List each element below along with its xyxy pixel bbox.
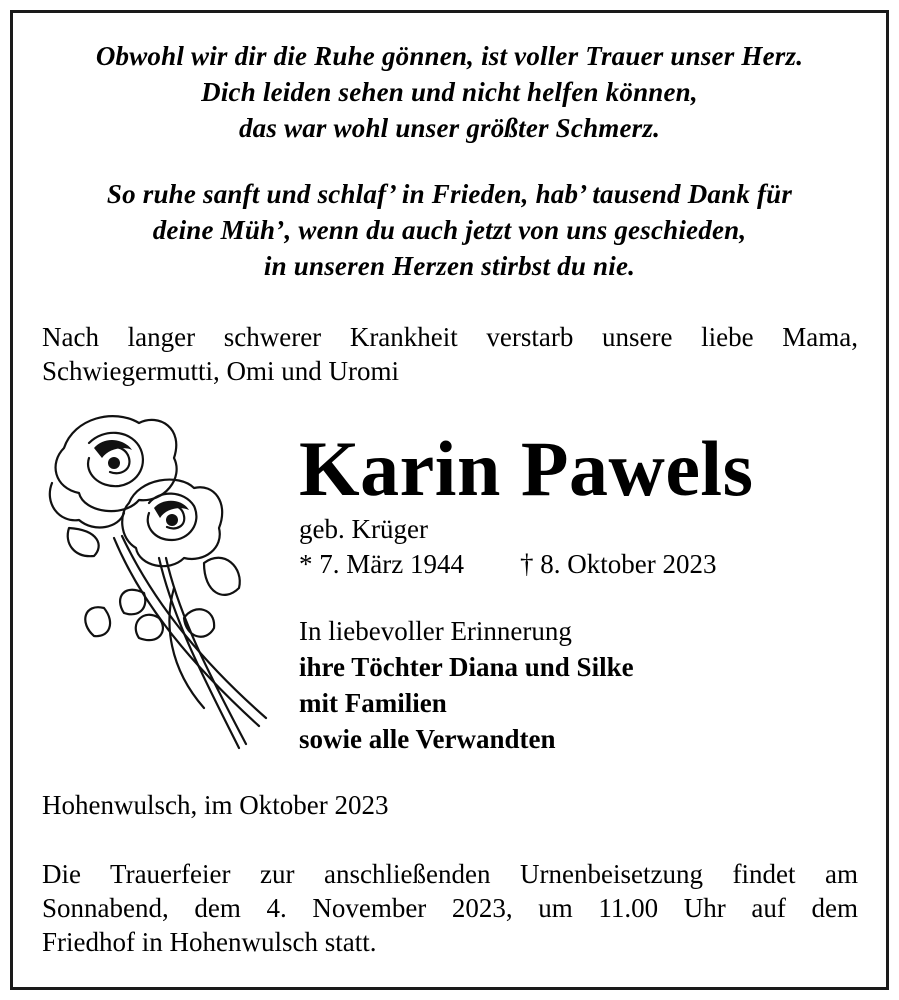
maiden-name: geb. Krüger <box>299 514 428 544</box>
mourners-line: mit Familien <box>299 688 447 718</box>
poem-line: in unseren Herzen stirbst du nie. <box>263 251 636 281</box>
mourners-intro: In liebevoller Erinnerung <box>299 616 572 646</box>
death-date: † 8. Oktober 2023 <box>520 549 717 579</box>
poem-line: So ruhe sanft und schlaf’ in Frieden, hab’ tausend Dank für <box>106 179 793 209</box>
poem-line: Obwohl wir dir die Ruhe gönnen, ist voller Trauer unser Herz. <box>95 41 804 71</box>
intro-line: Nach langer schwerer Krankheit verstarb unsere liebe Mama, <box>42 322 858 352</box>
poem-line: Dich leiden sehen und nicht helfen können, <box>201 77 698 107</box>
mourners-line: ihre Töchter Diana und Silke <box>299 652 634 682</box>
funeral-line: Friedhof in Hohenwulsch statt. <box>42 927 377 957</box>
rose-icon <box>44 408 274 760</box>
intro-line: Schwiegermutti, Omi und Uromi <box>42 356 399 386</box>
funeral-line: Sonnabend, dem 4. November 2023, um 11.00 Uhr auf dem <box>42 893 858 923</box>
birth-date: * 7. März 1944 <box>299 549 464 579</box>
mourners-line: sowie alle Verwandten <box>299 724 556 754</box>
poem-line: das war wohl unser größter Schmerz. <box>238 113 661 143</box>
place-and-date: Hohenwulsch, im Oktober 2023 <box>42 790 389 820</box>
poem-line: deine Müh’, wenn du auch jetzt von uns geschieden, <box>152 215 747 245</box>
death-notice-intro <box>42 320 858 388</box>
deceased-name: Karin Pawels <box>299 425 754 512</box>
poem-verse-2 <box>20 176 879 284</box>
poem-verse-1 <box>20 38 879 146</box>
funeral-announcement <box>42 857 858 959</box>
funeral-line: Die Trauerfeier zur anschließenden Urnenbeisetzung findet am <box>42 859 858 889</box>
